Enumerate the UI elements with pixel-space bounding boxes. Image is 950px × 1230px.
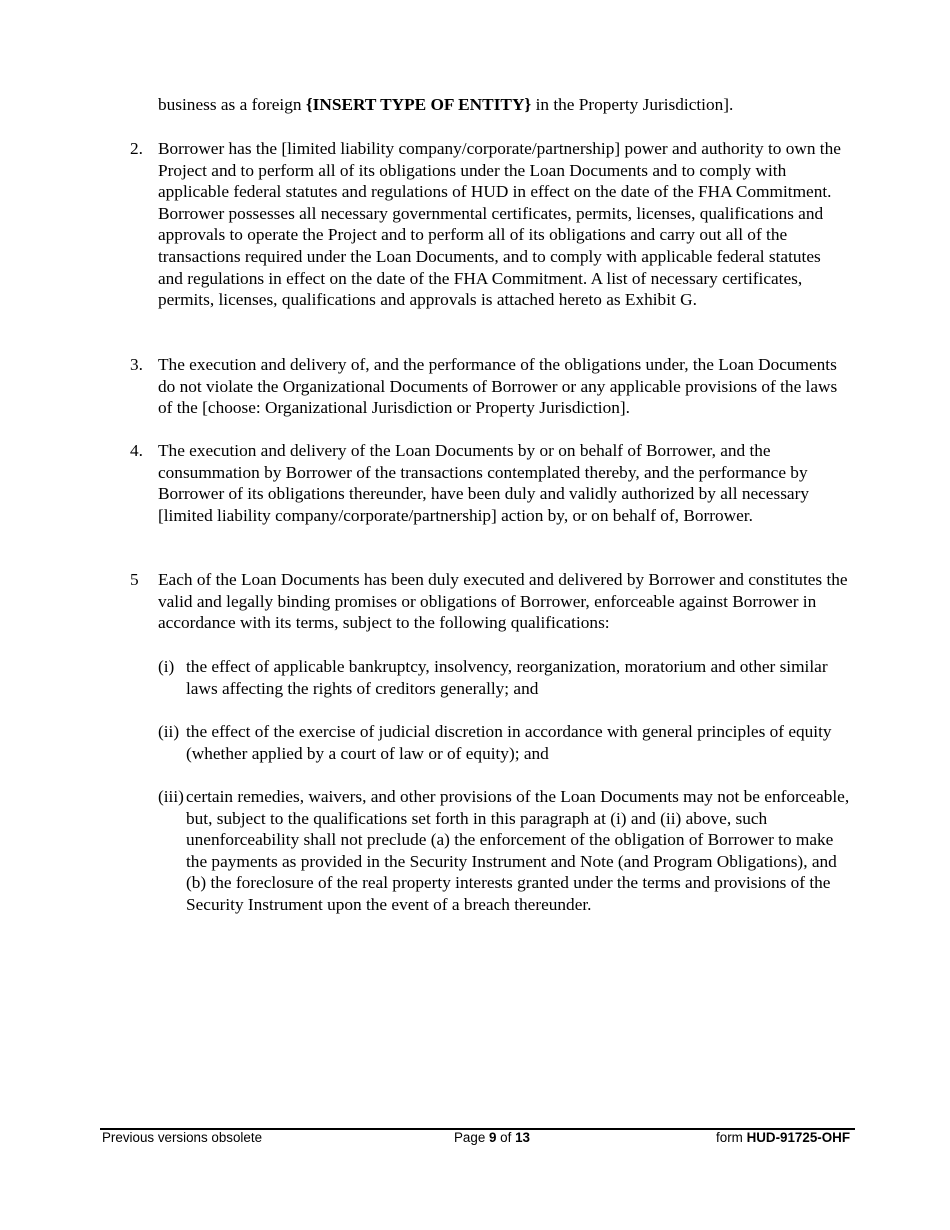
lead-paragraph — [158, 94, 858, 116]
sub-item-iii — [158, 786, 858, 916]
footer-obsolete-note: Previous versions obsolete — [102, 1130, 263, 1145]
list-item-5 — [130, 569, 855, 634]
sub-item-text: the effect of the exercise of judicial discretion in accordance with general principles of equity (whether applied by a court of law or of equity); and — [186, 722, 832, 763]
lead-text-end: in the Property Jurisdiction]. — [531, 95, 734, 114]
item-text: Each of the Loan Documents has been duly executed and delivered by Borrower and constitutes the valid and legally binding promises or obligations of Borrower, enforceable against Borrower in accordance with its terms, subject to the following qualifications: — [158, 570, 848, 633]
of-word: of — [496, 1130, 516, 1145]
footer-page-number — [454, 1130, 530, 1146]
total-pages: 13 — [515, 1130, 530, 1145]
entity-placeholder: {INSERT TYPE OF ENTITY} — [305, 95, 532, 114]
current-page: 9 — [489, 1130, 497, 1145]
list-item-2 — [130, 138, 855, 311]
sub-item-number: (ii) — [158, 722, 180, 741]
sub-item-number: (i) — [158, 657, 175, 676]
item-text: The execution and delivery of the Loan Documents by or on behalf of Borrower, and the consummation by Borrower of the transactions contemplated thereby, and the performance by Borrower of its obligations thereunder, have been duly and validly authorized by all necessary [limited liability company/corporate/partnership] action by, or on behalf of, Borrower. — [158, 441, 809, 525]
sub-item-text: certain remedies, waivers, and other provisions of the Loan Documents may not be enforceable, but, subject to the qualifications set forth in this paragraph at (i) and (ii) above, such unenforceability shall not preclude (a) the enforcement of the obligation of Borrower to make the payments as provided in the Security Instrument and Note (and Program Obligations), and (b) the foreclosure of the real property interests granted under the terms and provisions of the Security Instrument upon the event of a breach thereunder. — [186, 787, 850, 914]
form-word: form — [716, 1130, 747, 1145]
item-number: 3. — [130, 355, 143, 374]
sub-item-ii — [158, 721, 858, 764]
item-text: Borrower has the [limited liability company/corporate/partnership] power and authority to own the Project and to perform all of its obligations under the Loan Documents and to comply with applicable federal statutes and regulations of HUD in effect on the date of the FHA Commitment. Borrower possesses all necessary governmental certificates, permits, licenses, qualifications and approvals to operate the Project and to perform all of its obligations and carry out all of the transactions required under the Loan Documents, and to comply with applicable federal statutes and regulations in effect on the date of the FHA Commitment. A list of necessary certificates, permits, licenses, qualifications and approvals is attached hereto as Exhibit G. — [158, 139, 841, 310]
item-number: 5 — [130, 570, 139, 589]
form-number: HUD-91725-OHF — [746, 1130, 850, 1145]
item-text: The execution and delivery of, and the performance of the obligations under, the Loan Documents do not violate the Organizational Documents of Borrower or any applicable provisions of the laws of the [choose: Organizational Jurisdiction or Property Jurisdiction]. — [158, 355, 838, 418]
list-item-3 — [130, 354, 855, 419]
sub-item-i — [158, 656, 858, 699]
page-word: Page — [454, 1130, 489, 1145]
footer-form-id — [716, 1130, 850, 1146]
sub-item-text: the effect of applicable bankruptcy, insolvency, reorganization, moratorium and other similar laws affecting the rights of creditors generally; and — [186, 657, 828, 698]
item-number: 4. — [130, 441, 143, 460]
list-item-4 — [130, 440, 855, 526]
sub-item-number: (iii) — [158, 787, 184, 806]
item-number: 2. — [130, 139, 143, 158]
lead-text: business as a foreign — [158, 95, 306, 114]
